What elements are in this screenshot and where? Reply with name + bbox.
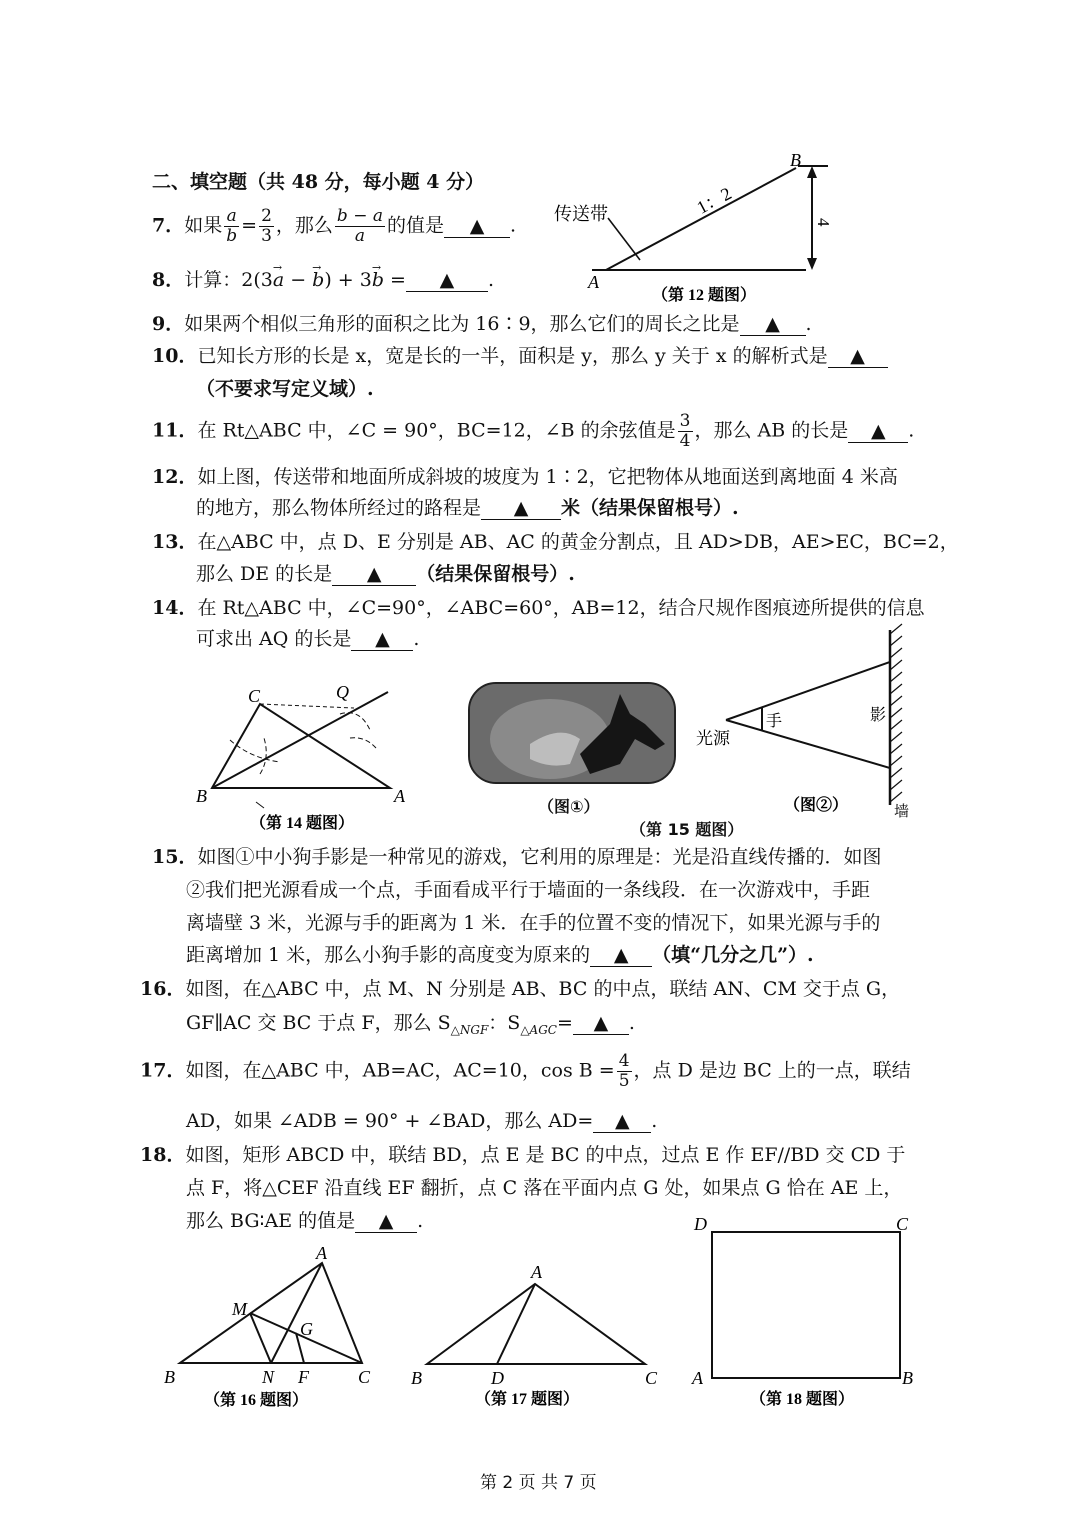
question-11: 11．在 Rt△ABC 中，∠C = 90°，BC=12，∠B 的余弦值是 $\frac{3}{4}$ ，那么 AB 的长是 ▲ . (152, 411, 915, 451)
q9-text: 如果两个相似三角形的面积之比为 16∶9，那么它们的周长之比是 (184, 313, 740, 335)
figure-15-diagram (690, 620, 920, 820)
figure-16 (160, 1245, 390, 1415)
answer-blank-10[interactable]: ▲ (828, 345, 888, 368)
question-18 (140, 1143, 905, 1167)
question-number: 16． (140, 978, 186, 1000)
question-number: 9． (152, 313, 185, 335)
figure-caption: （第 14 题图） (250, 815, 355, 832)
construction-arc (260, 738, 266, 774)
question-number: 12． (152, 466, 198, 488)
wall-label: 墙 (894, 804, 910, 820)
question-12 (152, 465, 898, 489)
triangle-abc (212, 704, 390, 788)
q14-line2: 可求出 AQ 的长是 ▲ . (196, 628, 420, 650)
q7-mid: ，那么 (275, 214, 333, 237)
point-d: D (694, 1214, 707, 1234)
line-ad (497, 1284, 535, 1364)
fig15-sub1: （图①） (538, 797, 600, 816)
point-a: A (692, 1368, 703, 1388)
figure-caption: （第 17 题图） (475, 1391, 580, 1408)
rectangle-abcd (712, 1232, 900, 1378)
figure-17 (405, 1258, 665, 1418)
question-8: 8．计算：2(3→ a − → b) + 3→ b = ▲ . (152, 268, 494, 292)
point-q: Q (336, 682, 349, 702)
question-number: 8． (152, 269, 185, 291)
question-10 (152, 344, 888, 368)
figure-14 (190, 678, 430, 838)
q15-line3: 离墙壁 3 米，光源与手的距离为 1 米．在手的位置不变的情况下，如果光源与手的 (186, 912, 881, 934)
answer-blank-7[interactable]: ▲ (444, 215, 510, 238)
vector-a: → a (273, 268, 284, 292)
question-number: 15． (152, 846, 198, 868)
point-b: B (790, 150, 801, 170)
q8-expr2: ) + 3 (324, 269, 372, 291)
triangle-abc (180, 1263, 362, 1363)
point-g: G (300, 1319, 313, 1339)
arrow-head-down (807, 258, 817, 270)
q18-line3: 那么 BG∶AE 的值是 ▲ . (186, 1210, 424, 1232)
point-a: A (531, 1262, 542, 1282)
answer-blank-8[interactable]: ▲ (406, 269, 488, 292)
q7-pre: 如果 (184, 214, 223, 237)
point-m: M (232, 1299, 247, 1319)
q10-text: 已知长方形的长是 x，宽是长的一半，面积是 y，那么 y 关于 x 的解析式是 (197, 345, 828, 367)
question-14 (152, 596, 925, 620)
point-f: F (298, 1367, 309, 1387)
arrow-head-up (807, 166, 817, 178)
q10-line2: （不要求写定义域）. (196, 378, 374, 400)
figure-caption: （第 16 题图） (204, 1392, 309, 1409)
point-c: C (248, 686, 261, 706)
q7-post: 的值是 (386, 214, 444, 237)
q11-pre: 在 Rt△ABC 中，∠C = 90°，BC=12，∠B 的余弦值是 (197, 419, 676, 442)
shadow-label: 影 (870, 707, 887, 724)
line-an (271, 1263, 322, 1363)
point-b: B (164, 1367, 175, 1387)
question-number: 11． (152, 419, 198, 442)
answer-blank-18[interactable]: ▲ (355, 1210, 417, 1233)
q16-text: 如图，在△ABC 中，点 M、N 分别是 AB、BC 的中点，联结 AN、CM 交于点 G， (185, 978, 901, 1000)
point-c: C (358, 1367, 371, 1387)
figure-caption: （第 18 题图） (750, 1391, 855, 1408)
answer-blank-9[interactable]: ▲ (740, 313, 806, 336)
slope-line (606, 168, 796, 270)
q11-post: ，那么 AB 的长是 (694, 419, 849, 442)
q8-pre: 计算： (184, 269, 242, 291)
belt-label: 传送带 (554, 204, 608, 224)
answer-blank-17[interactable]: ▲ (593, 1110, 651, 1133)
point-a: A (588, 272, 599, 292)
belt-pointer (608, 218, 640, 260)
fraction-3-4: $\frac{3}{4}$ (679, 411, 691, 451)
q17-pre: 如图，在△ABC 中，AB=AC，AC=10，cos B = (185, 1059, 615, 1082)
question-17 (140, 1052, 911, 1091)
answer-blank-15[interactable]: ▲ (590, 944, 652, 967)
q15-line4: 距离增加 1 米，那么小狗手影的高度变为原来的 ▲ （填“几分之几”）. (186, 944, 814, 966)
question-number: 14． (152, 597, 198, 619)
q15-text: 如图①中小狗手影是一种常见的游戏，它利用的原理是：光是沿直线传播的．如图 (197, 846, 882, 868)
q15-line2: ②我们把光源看成一个点，手面看成平行于墙面的一条线段．在一次游戏中，手距 (186, 879, 871, 901)
fraction-b-minus-a: $\frac{b - a}{a}$ (336, 206, 383, 246)
point-c: C (645, 1368, 658, 1388)
answer-blank-16[interactable]: ▲ (573, 1012, 629, 1035)
point-a: A (394, 786, 405, 806)
equals: = (384, 269, 406, 291)
point-d: D (491, 1368, 504, 1388)
height-label: 4 (814, 218, 833, 227)
construction-arc (350, 738, 376, 748)
question-number: 13． (152, 531, 198, 553)
section-title: 二、填空题（共 48 分，每小题 4 分） (152, 171, 485, 193)
light-label: 光源 (696, 729, 730, 748)
point-a: A (316, 1245, 327, 1263)
dog-shadow-image (470, 684, 674, 782)
q13-text: 在△ABC 中，点 D、E 分别是 AB、AC 的黄金分割点，且 AD>DB，AE>EC，BC=2， (197, 531, 959, 553)
q14-text: 在 Rt△ABC 中，∠C=90°，∠ABC=60°，AB=12，结合尺规作图痕迹所提供的信息 (197, 597, 925, 619)
fraction-2-3: $\frac{2}{3}$ (261, 206, 272, 246)
vector-b2: → b (372, 268, 384, 292)
light-ray-bottom (726, 720, 890, 768)
construction-line (260, 704, 354, 708)
q12-line2: 的地方，那么物体所经过的路程是 ▲ 米（结果保留根号）. (196, 497, 739, 519)
question-9: 9．如果两个相似三角形的面积之比为 16∶9，那么它们的周长之比是 ▲ . (152, 313, 812, 335)
answer-blank-11[interactable]: ▲ (848, 420, 908, 443)
point-b: B (411, 1368, 422, 1388)
question-13 (152, 530, 959, 554)
page-footer: 第 2 页 共 7 页 (480, 1473, 597, 1493)
point-b: B (196, 786, 207, 806)
wall-hatching (890, 624, 902, 802)
point-b: B (902, 1368, 913, 1388)
answer-blank-14[interactable]: ▲ (351, 628, 413, 651)
fig15-sub2: （图②） (784, 797, 849, 814)
equals: = (241, 214, 258, 237)
q12-text: 如上图，传送带和地面所成斜坡的坡度为 1∶2，它把物体从地面送到离地面 4 米高 (197, 466, 898, 488)
question-number: 7． (152, 214, 185, 237)
q17-line2: AD，如果 ∠ADB = 90° + ∠BAD，那么 AD= ▲ . (186, 1110, 658, 1132)
construction-mark (256, 802, 264, 808)
q8-expr: 2(3 (241, 269, 273, 291)
q17-post: ，点 D 是边 BC 上的一点，联结 (633, 1059, 911, 1082)
shadow-puppet-photo (468, 682, 676, 784)
point-c: C (896, 1214, 909, 1234)
fraction-a-b: $\frac{a}{b}$ (226, 206, 238, 246)
fraction-4-5: $\frac{4}{5}$ (618, 1051, 630, 1091)
answer-blank-13[interactable]: ▲ (332, 563, 416, 586)
question-number: 10． (152, 345, 198, 367)
question-16 (140, 977, 900, 1001)
point-n: N (262, 1367, 275, 1387)
figure-caption: （第 12 题图） (652, 287, 757, 304)
q13-line2: 那么 DE 的长是 ▲ （结果保留根号）. (196, 563, 575, 585)
figure-12 (548, 148, 848, 308)
q18-line2: 点 F，将△CEF 沿直线 EF 翻折，点 C 落在平面内点 G 处，如果点 G 恰在 AE 上， (186, 1177, 903, 1199)
hand-label: 手 (766, 713, 783, 730)
ratio-label: 1：2 (693, 183, 735, 218)
vector-b: → b (312, 268, 324, 292)
question-number: 18． (140, 1144, 186, 1166)
light-ray-top (726, 662, 890, 720)
q18-text: 如图，矩形 ABCD 中，联结 BD，点 E 是 BC 的中点，过点 E 作 EF//BD 交 CD 于 (185, 1144, 906, 1166)
question-number: 17． (140, 1059, 186, 1082)
minus: − (284, 269, 313, 291)
answer-blank-12[interactable]: ▲ (481, 497, 561, 520)
figure-18 (686, 1208, 926, 1408)
q16-line2: GF∥AC 交 BC 于点 F，那么 $S_{\triangle NGF}$：$S_{\triangle AGC}=$ ▲ . (186, 1012, 635, 1037)
figure-caption: （第 15 题图） (630, 820, 744, 839)
question-7: 7．如果 $\frac{a}{b}$ = $\frac{2}{3}$ ，那么 $\frac{b - a}{a}$ 的值是 ▲ . (152, 206, 517, 246)
triangle-abc (427, 1284, 645, 1364)
question-15 (152, 845, 881, 869)
